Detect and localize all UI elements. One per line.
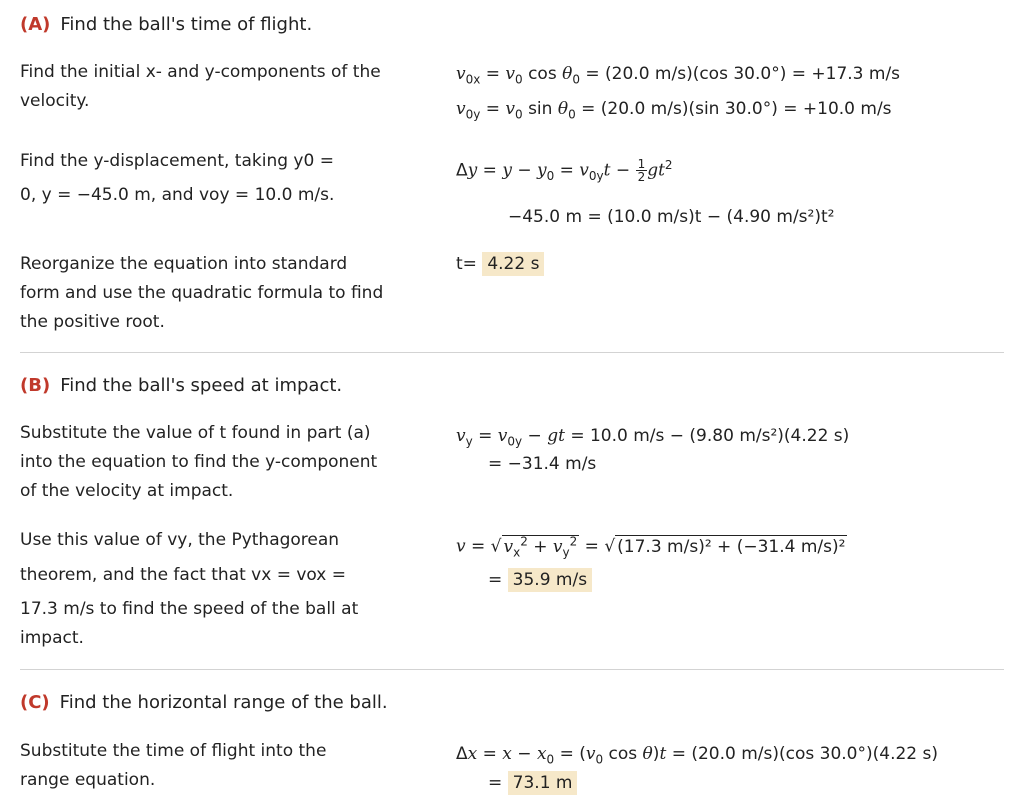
eq-displacement: $\Delta y = y - y_0 = v_{0y}t$ − $\frac{1}{2}$ $gt^2$ bbox=[456, 157, 673, 185]
range-value-highlight: 73.1 m bbox=[508, 771, 578, 795]
divider-ab bbox=[20, 352, 1004, 353]
part-b-step2-line1: Use this value of vy, the Pythagorean bbox=[20, 530, 340, 550]
part-b-step1-text: Substitute the value of t found in part (a) into the equation to find the y-component of the velocity at impact. bbox=[20, 423, 378, 501]
part-b-header bbox=[20, 375, 342, 396]
eq-displacement-numeric: −45.0 m = (10.0 m/s)t − (4.90 m/s²)t² bbox=[508, 207, 835, 227]
eq-vox: $v_{0x} = v_0$ $\cos \theta_0 = (20.0$ m/s)(cos 30.0°) = +17.3 m/s bbox=[456, 64, 901, 87]
eq-range: $\Delta x = x - x_0 = (v_0$ cos θ)t = (20.0 m/s)(cos 30.0°)(4.22 s) bbox=[456, 744, 939, 767]
t-value-highlight: 4.22 s bbox=[482, 252, 544, 276]
speed-result: = 35.9 m/s bbox=[488, 570, 592, 590]
part-a-step3-text: Reorganize the equation into standard form and use the quadratic formula to find the positive root. bbox=[20, 254, 384, 332]
eq-voy-rhs: = (20.0 m/s)(sin 30.0°) = +10.0 m/s bbox=[581, 99, 892, 119]
part-c-title: Find the horizontal range of the ball. bbox=[59, 692, 388, 713]
eq-voy: $v_{0y} = v_0$ $\sin \theta_0 = (20.0$ m/s)(sin 30.0°) = +10.0 m/s bbox=[456, 99, 892, 122]
time-of-flight-result bbox=[456, 254, 544, 274]
eq-vy: $v_y = v_{0y}$ − gt = 10.0 m/s − (9.80 m/s²)(4.22 s) bbox=[456, 426, 850, 449]
part-b-title: Find the ball's speed at impact. bbox=[60, 375, 343, 396]
range-result: = 73.1 m bbox=[488, 773, 577, 793]
part-b-step2-line2: theorem, and the fact that vx = vox = bbox=[20, 565, 346, 585]
part-c-header bbox=[20, 692, 388, 713]
eq-speed: v = √ $v_x^2 + v_y^2$ = √ (17.3 m/s)² + (−31.4 m/s)² bbox=[456, 534, 846, 560]
divider-bc bbox=[20, 669, 1004, 670]
eq-range-rhs: = (20.0 m/s)(cos 30.0°)(4.22 s) bbox=[671, 744, 939, 764]
eq-vy-result: = −31.4 m/s bbox=[488, 454, 597, 474]
eq-vox-rhs: = (20.0 m/s)(cos 30.0°) = +17.3 m/s bbox=[585, 64, 901, 84]
part-a-title: Find the ball's time of flight. bbox=[60, 14, 313, 35]
part-b-step2-rest: 17.3 m/s to find the speed of the ball at impact. bbox=[20, 599, 359, 648]
part-a-tag: (A) bbox=[20, 14, 51, 35]
eq-speed-radicand: (17.3 m/s)² + (−31.4 m/s)² bbox=[617, 536, 846, 557]
part-c-step1-text: Substitute the time of flight into the range equation. bbox=[20, 741, 327, 790]
part-a-header bbox=[20, 14, 312, 35]
part-b-tag: (B) bbox=[20, 375, 51, 396]
one-half-fraction: $\frac{1}{2}$ bbox=[637, 157, 646, 185]
eq-vy-rhs: = 10.0 m/s − (9.80 m/s²)(4.22 s) bbox=[570, 426, 850, 446]
part-a-step2-line2: 0, y = −45.0 m, and voy = 10.0 m/s. bbox=[20, 185, 335, 205]
part-a-step2-line1: Find the y-displacement, taking y0 = bbox=[20, 151, 334, 171]
part-c-tag: (C) bbox=[20, 692, 50, 713]
t-label: t= bbox=[456, 254, 477, 274]
speed-value-highlight: 35.9 m/s bbox=[508, 568, 592, 592]
part-a-step1-text: Find the initial x- and y-components of the velocity. bbox=[20, 62, 381, 111]
